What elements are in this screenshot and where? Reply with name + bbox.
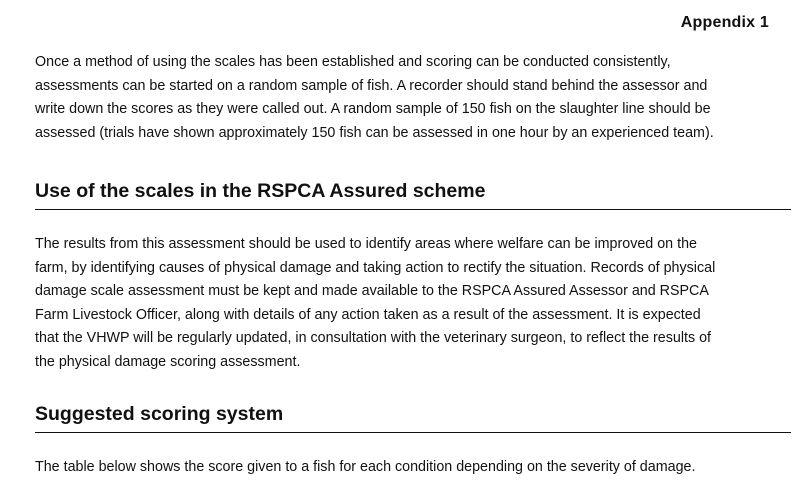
paragraph-line: the physical damage scoring assessment. [35, 353, 301, 370]
scales-paragraph [35, 233, 787, 374]
section-heading-scales: Use of the scales in the RSPCA Assured scheme [35, 180, 791, 210]
paragraph-line: that the VHWP will be regularly updated, in consultation with the veterinary surgeon, to reflect the results of [35, 330, 712, 346]
intro-paragraph [35, 51, 787, 145]
appendix-label: Appendix 1 [680, 14, 769, 31]
scoring-paragraph [35, 456, 787, 480]
paragraph-line: damage scale assessment must be kept and made available to the RSPCA Assured Assessor and RSPCA [35, 283, 709, 299]
paragraph-line: Once a method of using the scales has been established and scoring can be conducted consistently, [35, 54, 671, 70]
paragraph-line: write down the scores as they were called out. A random sample of 150 fish on the slaughter line should be [35, 101, 711, 117]
paragraph-line: assessments can be started on a random sample of fish. A recorder should stand behind the assessor and [35, 77, 708, 94]
paragraph-line: farm, by identifying causes of physical damage and taking action to rectify the situation. Records of physical [35, 259, 716, 276]
paragraph-line: assessed (trials have shown approximately 150 fish can be assessed in one hour by an experienced team). [35, 124, 714, 141]
section-heading-scoring: Suggested scoring system [35, 403, 791, 433]
paragraph-line: The table below shows the score given to a fish for each condition depending on the severity of damage. [35, 459, 696, 475]
paragraph-line: Farm Livestock Officer, along with details of any action taken as a result of the assessment. It is expected [35, 306, 701, 323]
paragraph-line: The results from this assessment should be used to identify areas where welfare can be improved on the [35, 236, 697, 252]
